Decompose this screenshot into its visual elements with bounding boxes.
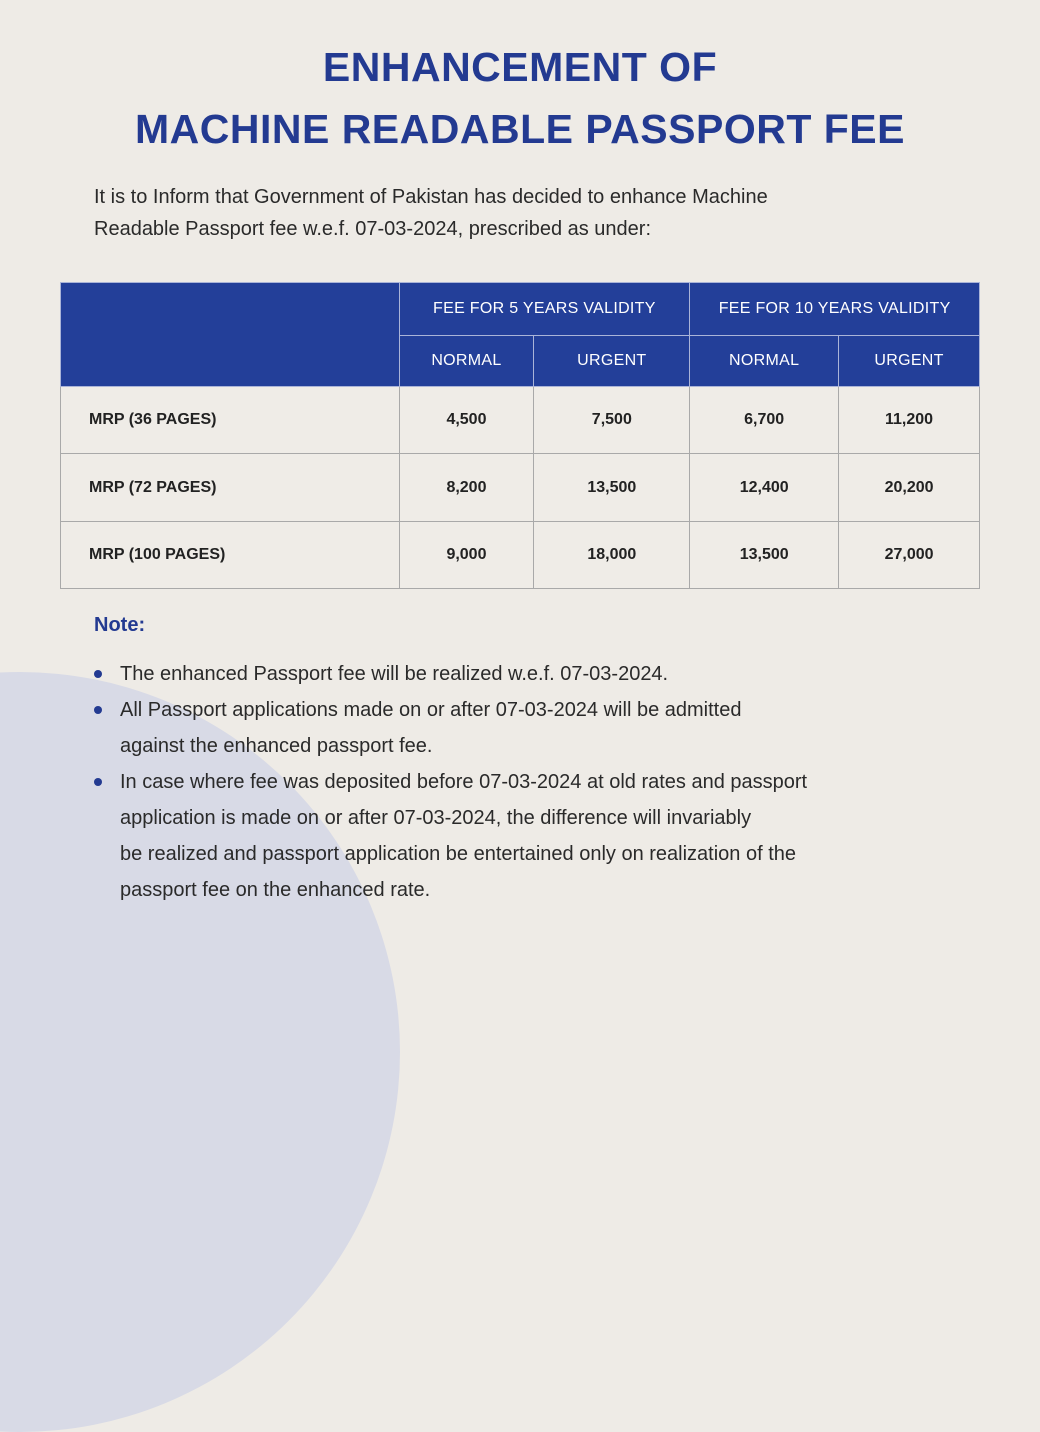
header-5y-normal: NORMAL <box>399 336 534 387</box>
fee-cell: 7,500 <box>534 387 690 454</box>
note-item <box>94 656 974 692</box>
row-label: MRP (36 PAGES) <box>61 387 400 454</box>
note-line: passport fee on the enhanced rate. <box>120 879 431 901</box>
table-header-row-groups <box>61 283 980 336</box>
fee-cell: 13,500 <box>534 454 690 522</box>
note-heading: Note: <box>94 614 146 636</box>
fee-cell: 18,000 <box>534 522 690 589</box>
table-row <box>61 454 980 522</box>
note-line: All Passport applications made on or after 07-03-2024 will be admitted <box>120 699 742 721</box>
note-line: In case where fee was deposited before 07-03-2024 at old rates and passport <box>120 771 808 793</box>
fee-cell: 11,200 <box>839 387 980 454</box>
fee-cell: 4,500 <box>399 387 534 454</box>
note-line: application is made on or after 07-03-2024, the difference will invariably <box>120 807 752 829</box>
bullet-icon <box>94 670 102 678</box>
note-item <box>94 692 974 764</box>
header-10-years: FEE FOR 10 YEARS VALIDITY <box>690 283 980 336</box>
fee-cell: 12,400 <box>690 454 839 522</box>
intro-paragraph <box>94 181 974 245</box>
note-line: against the enhanced passport fee. <box>120 735 433 757</box>
page-title-line-1: ENHANCEMENT OF <box>322 44 718 90</box>
page-title-line-2: MACHINE READABLE PASSPORT FEE <box>134 106 906 152</box>
table-row <box>61 522 980 589</box>
intro-line: Readable Passport fee w.e.f. 07-03-2024, prescribed as under: <box>94 218 652 240</box>
header-10y-urgent: URGENT <box>839 336 980 387</box>
fee-cell: 6,700 <box>690 387 839 454</box>
fee-table <box>60 282 980 589</box>
bullet-icon <box>94 706 102 714</box>
header-5y-urgent: URGENT <box>534 336 690 387</box>
fee-cell: 9,000 <box>399 522 534 589</box>
fee-cell: 8,200 <box>399 454 534 522</box>
note-line: be realized and passport application be entertained only on realization of the <box>120 843 797 865</box>
table-header-corner <box>61 283 400 387</box>
row-label: MRP (100 PAGES) <box>61 522 400 589</box>
note-list <box>94 656 974 908</box>
fee-cell: 27,000 <box>839 522 980 589</box>
bullet-icon <box>94 778 102 786</box>
fee-cell: 20,200 <box>839 454 980 522</box>
fee-cell: 13,500 <box>690 522 839 589</box>
note-item <box>94 764 974 908</box>
header-10y-normal: NORMAL <box>690 336 839 387</box>
note-line: The enhanced Passport fee will be realized w.e.f. 07-03-2024. <box>120 663 669 685</box>
table-row <box>61 387 980 454</box>
header-5-years: FEE FOR 5 YEARS VALIDITY <box>399 283 690 336</box>
intro-line: It is to Inform that Government of Pakistan has decided to enhance Machine <box>94 186 768 208</box>
row-label: MRP (72 PAGES) <box>61 454 400 522</box>
